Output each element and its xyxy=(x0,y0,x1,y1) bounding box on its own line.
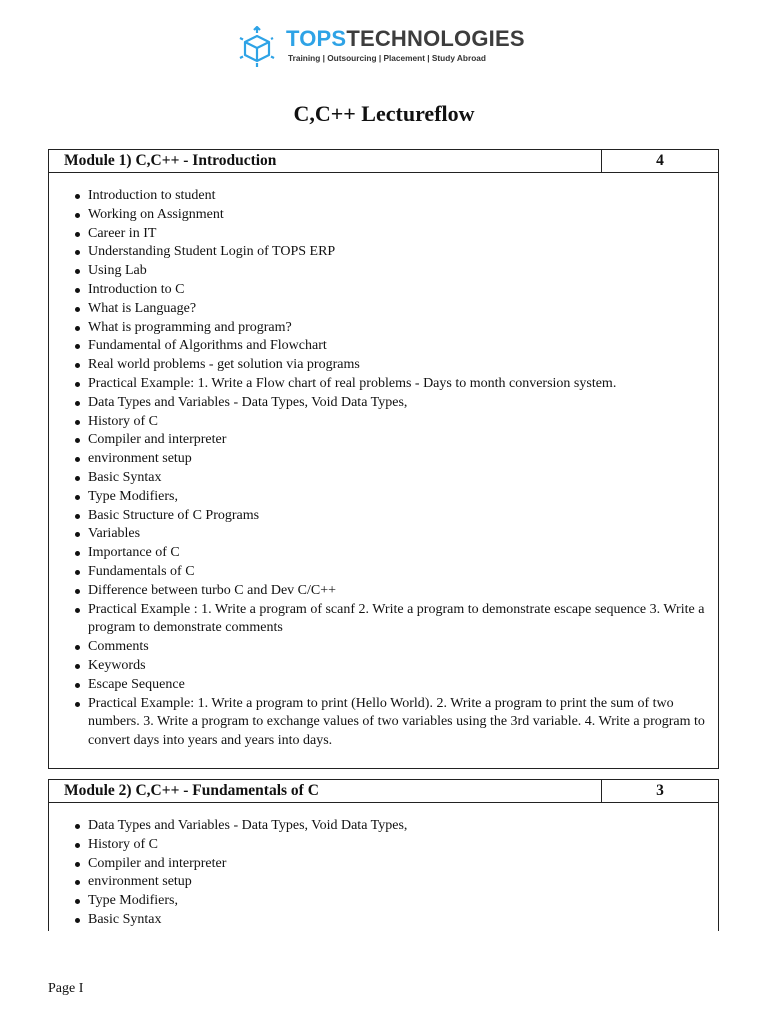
topic-item: Variables xyxy=(49,525,718,544)
topic-item: environment setup xyxy=(49,873,718,892)
cube-logo-icon xyxy=(238,26,276,68)
topic-item: Using Lab xyxy=(49,262,718,281)
page-footer: Page I xyxy=(48,981,84,996)
topic-item: Practical Example: 1. Write a program to print (Hello World). 2. Write a program to print the sum of two numbers. 3. Write a program to exchange values of two variables using the 3rd variable. 4. Write a program to convert days into years and years into days. xyxy=(49,695,718,751)
topic-item: Practical Example: 1. Write a Flow chart of real problems - Days to month conversion system. xyxy=(49,375,718,394)
topic-item: Fundamentals of C xyxy=(49,563,718,582)
module-name: Module 2) C,C++ - Fundamentals of C xyxy=(49,780,602,802)
topic-list xyxy=(49,173,718,751)
topic-item: History of C xyxy=(49,413,718,432)
module-header xyxy=(49,150,718,173)
topic-item: Basic Syntax xyxy=(49,911,718,930)
topic-item: Basic Structure of C Programs xyxy=(49,507,718,526)
logo-brand-tops: TOPS xyxy=(286,26,347,51)
topic-item: Data Types and Variables - Data Types, Void Data Types, xyxy=(49,817,718,836)
page-title: C,C++ Lectureflow xyxy=(293,101,475,126)
topic-item: Introduction to C xyxy=(49,281,718,300)
topic-item: Understanding Student Login of TOPS ERP xyxy=(49,243,718,262)
module-number: 4 xyxy=(656,152,664,169)
module-2-table xyxy=(48,779,719,931)
module-1-table xyxy=(48,149,719,769)
topic-item: Career in IT xyxy=(49,225,718,244)
topic-item: Difference between turbo C and Dev C/C++ xyxy=(49,582,718,601)
topic-item: What is Language? xyxy=(49,300,718,319)
logo-tagline: Training | Outsourcing | Placement | Study Abroad xyxy=(288,53,486,63)
logo-brand-technologies: TECHNOLOGIES xyxy=(346,26,525,51)
topic-list xyxy=(49,803,718,930)
logo-wordmark xyxy=(286,26,525,52)
topic-item: Data Types and Variables - Data Types, Void Data Types, xyxy=(49,394,718,413)
topic-item: Introduction to student xyxy=(49,187,718,206)
topic-item: Practical Example : 1. Write a program of scanf 2. Write a program to demonstrate escape sequence 3. Write a program to demonstrate comments xyxy=(49,601,718,639)
module-number: 3 xyxy=(656,782,664,799)
topic-item: Type Modifiers, xyxy=(49,892,718,911)
topic-item: Working on Assignment xyxy=(49,206,718,225)
topic-item: What is programming and program? xyxy=(49,319,718,338)
topic-item: History of C xyxy=(49,836,718,855)
topic-item: Importance of C xyxy=(49,544,718,563)
topic-item: Compiler and interpreter xyxy=(49,431,718,450)
topic-item: Basic Syntax xyxy=(49,469,718,488)
topic-item: Type Modifiers, xyxy=(49,488,718,507)
topic-item: Escape Sequence xyxy=(49,676,718,695)
module-name: Module 1) C,C++ - Introduction xyxy=(49,150,602,172)
topic-item: Compiler and interpreter xyxy=(49,855,718,874)
module-header xyxy=(49,780,718,803)
topic-item: Real world problems - get solution via programs xyxy=(49,356,718,375)
topic-item: Fundamental of Algorithms and Flowchart xyxy=(49,337,718,356)
topic-item: Keywords xyxy=(49,657,718,676)
topic-item: environment setup xyxy=(49,450,718,469)
topic-item: Comments xyxy=(49,638,718,657)
